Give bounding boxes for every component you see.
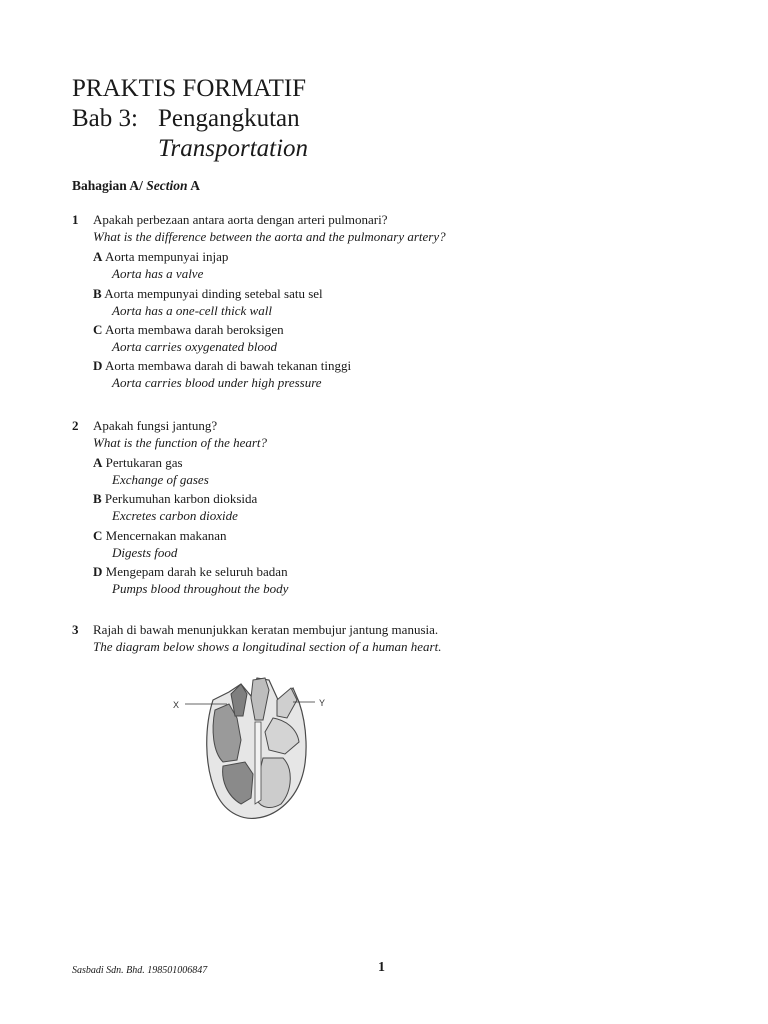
label-y: Y — [319, 698, 326, 708]
chapter-heading — [72, 104, 300, 134]
option-letter: D — [93, 358, 103, 373]
option-letter: D — [93, 564, 103, 579]
option-letter: A — [93, 249, 103, 264]
section-label-ms: Bahagian A/ — [72, 178, 143, 193]
section-heading — [72, 178, 200, 194]
option-letter: C — [93, 528, 103, 543]
question-number: 3 — [72, 622, 79, 637]
option-letter: B — [93, 491, 102, 506]
publisher-footer: Sasbadi Sdn. Bhd. 198501006847 — [72, 965, 208, 976]
option-text-en: Aorta carries oxygenated blood — [112, 339, 277, 354]
chapter-title-en: Transportation — [158, 135, 309, 162]
option-a[interactable] — [93, 455, 209, 487]
page-number: 1 — [378, 960, 385, 975]
question-stem-ms: Apakah fungsi jantung? — [93, 418, 218, 433]
option-a[interactable] — [93, 249, 229, 281]
option-text-ms: Aorta membawa darah di bawah tekanan tinggi — [104, 358, 352, 373]
option-text-ms: Mengepam darah ke seluruh badan — [105, 564, 288, 579]
question-stem-en: The diagram below shows a longitudinal section of a human heart. — [93, 639, 442, 654]
label-x: X — [173, 700, 180, 710]
option-text-ms: Aorta membawa darah beroksigen — [104, 322, 284, 337]
option-c[interactable] — [93, 322, 284, 354]
chapter-label: Bab 3: — [72, 105, 138, 132]
section-label-en: Section — [146, 178, 188, 193]
option-b[interactable] — [93, 491, 258, 523]
question-stem-ms: Apakah perbezaan antara aorta dengan arteri pulmonari? — [93, 212, 388, 227]
chapter-title-ms: Pengangkutan — [158, 105, 300, 132]
question-number: 2 — [72, 418, 79, 433]
option-text-en: Aorta has a valve — [112, 266, 204, 281]
option-text-ms: Mencernakan makanan — [105, 528, 227, 543]
option-text-en: Excretes carbon dioxide — [112, 508, 238, 523]
option-text-en: Aorta carries blood under high pressure — [112, 375, 322, 390]
option-c[interactable] — [93, 528, 227, 560]
option-text-en: Aorta has a one-cell thick wall — [112, 303, 272, 318]
question-stem-en: What is the difference between the aorta and the pulmonary artery? — [93, 229, 446, 244]
option-text-ms: Perkumuhan karbon dioksida — [104, 491, 258, 506]
question-number: 1 — [72, 212, 79, 227]
option-letter: B — [93, 286, 102, 301]
option-text-ms: Pertukaran gas — [105, 455, 183, 470]
option-letter: A — [93, 455, 103, 470]
option-d[interactable] — [93, 358, 352, 390]
option-text-en: Digests food — [112, 545, 178, 560]
section-letter: A — [190, 178, 200, 193]
page-title: PRAKTIS FORMATIF — [72, 75, 307, 102]
question-stem-ms: Rajah di bawah menunjukkan keratan membujur jantung manusia. — [93, 622, 439, 637]
option-text-ms: Aorta mempunyai dinding setebal satu sel — [104, 286, 323, 301]
heart-diagram — [165, 670, 345, 830]
option-b[interactable] — [93, 286, 323, 318]
question-stem-en: What is the function of the heart? — [93, 435, 268, 450]
option-letter: C — [93, 322, 103, 337]
option-text-ms: Aorta mempunyai injap — [104, 249, 229, 264]
septum — [255, 722, 261, 804]
option-d[interactable] — [93, 564, 289, 596]
option-text-en: Exchange of gases — [112, 472, 209, 487]
option-text-en: Pumps blood throughout the body — [112, 581, 289, 596]
